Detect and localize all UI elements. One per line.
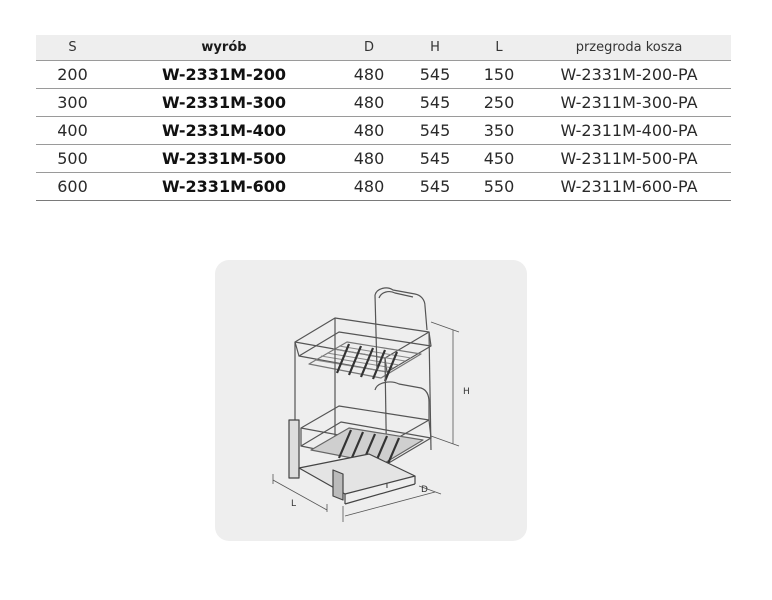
upper-basket-frame [295,318,431,381]
header-s: S [36,35,109,61]
header-l: L [471,35,527,61]
dimension-label-h: H [463,387,470,397]
header-product: wyrób [109,35,339,61]
cell-divider: W-2331M-200-PA [527,61,731,89]
cell-d: 480 [339,145,399,173]
dimension-label-d: D [421,485,428,495]
cell-divider: W-2311M-600-PA [527,173,731,201]
cell-s: 300 [36,89,109,117]
cell-divider: W-2311M-500-PA [527,145,731,173]
cell-d: 480 [339,117,399,145]
basket-drawing [215,260,527,541]
cell-product: W-2331M-400 [109,117,339,145]
table-row [36,89,731,117]
cell-s: 500 [36,145,109,173]
product-spec-table [36,35,731,201]
table-row [36,117,731,145]
table-row [36,173,731,201]
cell-s: 600 [36,173,109,201]
cell-h: 545 [399,145,471,173]
cell-product: W-2331M-500 [109,145,339,173]
header-d: D [339,35,399,61]
cell-divider: W-2311M-300-PA [527,89,731,117]
cell-d: 480 [339,89,399,117]
cell-s: 200 [36,61,109,89]
table-row [36,145,731,173]
cell-h: 545 [399,61,471,89]
cell-product: W-2331M-600 [109,173,339,201]
cell-d: 480 [339,61,399,89]
cell-s: 400 [36,117,109,145]
header-divider: przegroda kosza [527,35,731,61]
product-drawing-panel [215,260,527,541]
cell-product: W-2331M-300 [109,89,339,117]
cell-l: 150 [471,61,527,89]
cell-h: 545 [399,117,471,145]
cell-l: 350 [471,117,527,145]
cell-h: 545 [399,173,471,201]
cell-d: 480 [339,173,399,201]
cell-l: 550 [471,173,527,201]
header-h: H [399,35,471,61]
dimension-label-l: L [291,499,297,509]
cell-l: 250 [471,89,527,117]
cell-h: 545 [399,89,471,117]
cell-divider: W-2311M-400-PA [527,117,731,145]
table-header-row [36,35,731,61]
lower-basket-frame [301,382,431,466]
table-row [36,61,731,89]
cell-product: W-2331M-200 [109,61,339,89]
cell-l: 450 [471,145,527,173]
